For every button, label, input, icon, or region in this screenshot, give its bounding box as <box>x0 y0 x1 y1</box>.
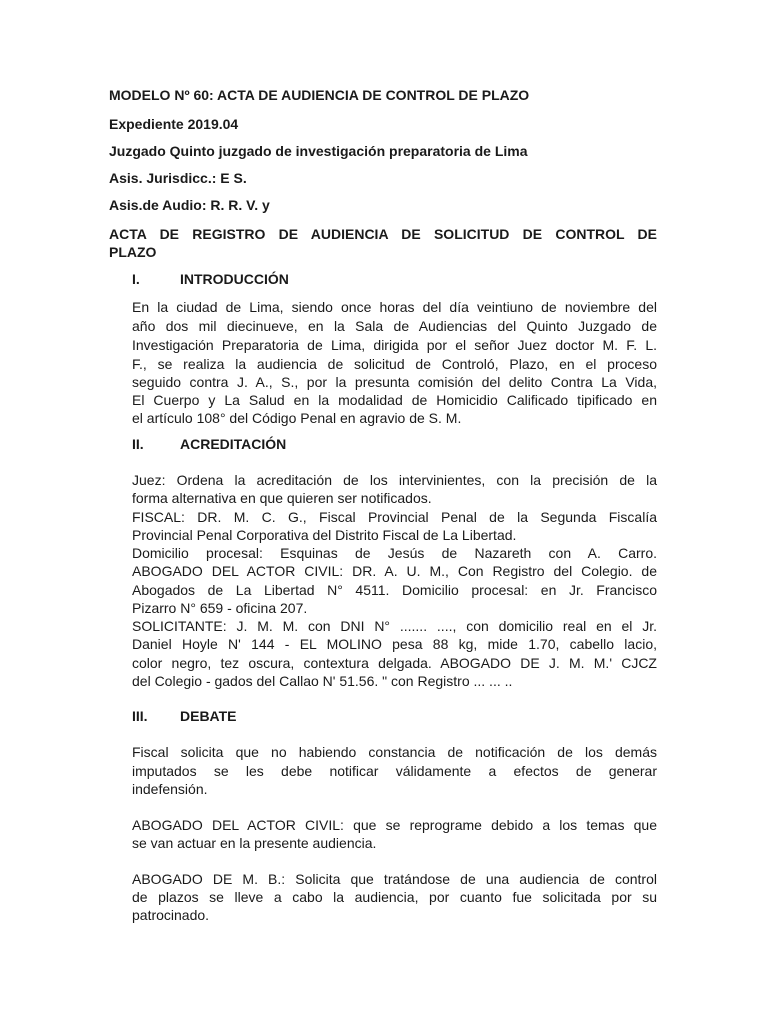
acreditacion-line-1: Juez: Ordena la acreditación de los intervinientes, con la precisión de la <box>132 472 657 488</box>
acreditacion-line-9: SOLICITANTE: J. M. M. con DNI N° ....... ...., con domicilio real en el Jr. <box>132 618 657 634</box>
acreditacion-line-8: Pizarro N° 659 - oficina 207. <box>132 600 308 616</box>
acreditacion-line-3: FISCAL: DR. M. C. G., Fiscal Provincial Penal de la Segunda Fiscalía <box>132 509 657 525</box>
debate-p1-line-1: Fiscal solicita que no habiendo constancia de notificación de los demás <box>132 744 657 760</box>
debate-p3-line-1: ABOGADO DE M. B.: Solicita que tratándose de una audiencia de control <box>132 871 657 887</box>
acreditacion-line-4: Provincial Penal Corporativa del Distrito Fiscal de La Libertad. <box>132 527 517 543</box>
debate-p2-line-1: ABOGADO DEL ACTOR CIVIL: que se reprograme debido a los temas que <box>132 817 657 833</box>
section-1-numeral: I. <box>132 271 140 287</box>
acreditacion-line-5: Domicilio procesal: Esquinas de Jesús de Nazareth con A. Carro. <box>132 545 657 561</box>
intro-line-4: F., se realiza la audiencia de solicitud de Controló, Plazo, en el proceso <box>132 356 657 372</box>
intro-line-6: El Cuerpo y La Salud en la modalidad de Homicidio Calificado tipificado en <box>132 392 657 408</box>
acreditacion-line-10: Daniel Hoyle N' 144 - EL MOLINO pesa 88 kg, mide 1.70, cabello lacio, <box>132 636 657 652</box>
intro-line-1: En la ciudad de Lima, siendo once horas del día veintiuno de noviembre del <box>132 299 657 315</box>
intro-line-2: año dos mil diecinueve, en la Sala de Audiencias del Quinto Juzgado de <box>132 318 657 334</box>
acreditacion-line-6: ABOGADO DEL ACTOR CIVIL: DR. A. U. M., Con Registro del Colegio. de <box>132 563 657 579</box>
acreditacion-line-7: Abogados de La Libertad N° 4511. Domicilio procesal: en Jr. Francisco <box>132 582 657 598</box>
juzgado-name: Juzgado Quinto juzgado de investigación preparatoria de Lima <box>109 143 528 159</box>
acta-title-line-2: PLAZO <box>109 244 157 260</box>
asis-audio: Asis.de Audio: R. R. V. y <box>109 197 270 213</box>
asis-jurisdicc: Asis. Jurisdicc.: E S. <box>109 170 247 186</box>
debate-p1-line-2: imputados se les debe notificar válidamente a efectos de generar <box>132 763 657 779</box>
section-2-numeral: II. <box>132 436 144 452</box>
debate-p3-line-3: patrocinado. <box>132 907 210 923</box>
acreditacion-line-12: del Colegio - gados del Callao N' 51.56. " con Registro ... ... .. <box>132 673 513 689</box>
section-3-title: DEBATE <box>180 708 237 724</box>
intro-line-5: seguido contra J. A., S., por la presunta comisión del delito Contra La Vida, <box>132 374 657 390</box>
intro-line-3: Investigación Preparatoria de Lima, dirigida por el señor Juez doctor M. F. L. <box>132 337 657 353</box>
model-title: MODELO Nº 60: ACTA DE AUDIENCIA DE CONTROL DE PLAZO <box>109 87 530 103</box>
debate-p3-line-2: de plazos se lleve a cabo la audiencia, por cuanto fue solicitada por su <box>132 889 657 905</box>
section-3-numeral: III. <box>132 708 148 724</box>
debate-p1-line-3: indefensión. <box>132 781 208 797</box>
intro-line-7: el artículo 108° del Código Penal en agravio de S. M. <box>132 410 462 426</box>
debate-p2-line-2: se van actuar en la presente audiencia. <box>132 835 377 851</box>
section-1-title: INTRODUCCIÓN <box>180 271 289 287</box>
acta-title-line-1: ACTA DE REGISTRO DE AUDIENCIA DE SOLICITUD DE CONTROL DE <box>109 226 657 242</box>
acreditacion-line-2: forma alternativa en que quieren ser notificados. <box>132 490 432 506</box>
acreditacion-line-11: color negro, tez oscura, contextura delgada. ABOGADO DE J. M. M.' CJCZ <box>132 655 657 671</box>
section-2-title: ACREDITACIÓN <box>180 436 287 452</box>
expediente-number: Expediente 2019.04 <box>109 116 239 132</box>
